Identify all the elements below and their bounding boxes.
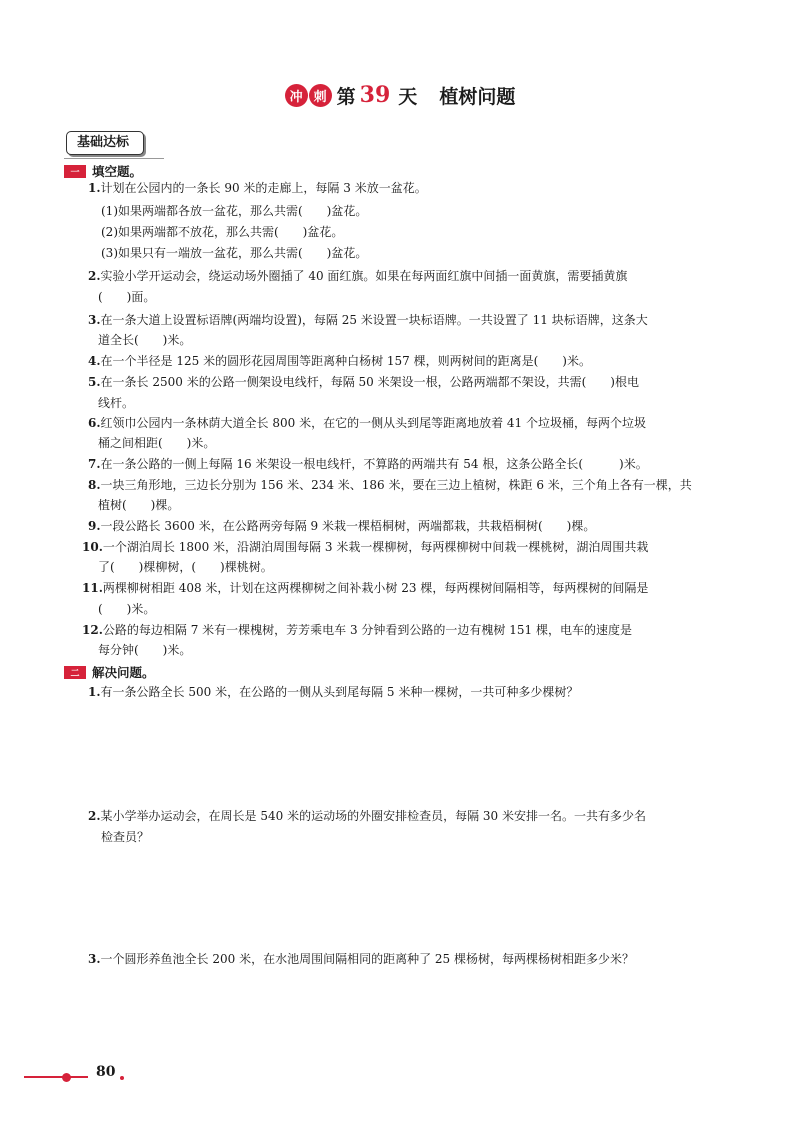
page-number-dot [120, 1076, 124, 1080]
question-10 [82, 539, 648, 555]
question-number: 7. [88, 457, 101, 471]
question-text: 在一条长 2500 米的公路一侧架设电线杆，每隔 50 米架设一根，公路两端都不架设，共需( )根电 [100, 375, 639, 389]
day-number: 39 [359, 82, 391, 108]
day-prefix: 第 [336, 85, 356, 108]
question-text: 两棵柳树相距 408 米，计划在这两棵柳树之间补栽小树 23 棵，每两棵树间隔相等，每两棵树的间隔是 [102, 581, 649, 595]
part-two-label: 解决问题。 [92, 665, 155, 680]
problem-text: 某小学举办运动会，在周长是 540 米的运动场的外圈安排检查员，每隔 30 米安排一名。一共有多少名 [100, 809, 646, 823]
question-6 [88, 415, 646, 431]
question-text: 公路的每边相隔 7 米有一棵槐树，芳芳乘电车 3 分钟看到公路的一边有槐树 151 棵，电车的速度是 [102, 623, 632, 637]
part-two-badge: 二 [64, 666, 86, 679]
problem-3 [88, 951, 634, 967]
badge-char-2: 刺 [309, 84, 332, 107]
question-1-sub-2: (2)如果两端都不放花，那么共需( )盆花。 [101, 225, 344, 239]
question-number: 2. [88, 269, 101, 283]
question-11 [82, 580, 648, 596]
problem-number: 2. [88, 809, 101, 823]
day-suffix: 天 [398, 85, 418, 108]
question-8-cont: 植树( )棵。 [98, 498, 180, 512]
question-12-cont: 每分钟( )米。 [98, 643, 192, 657]
question-1-sub-1: (1)如果两端都各放一盆花，那么共需( )盆花。 [101, 204, 368, 218]
topic-title: 植树问题 [439, 85, 516, 108]
question-text: 一块三角形地，三边长分别为 156 米、234 米、186 米，要在三边上植树，株距 6 米，三个角上各有一棵，共 [100, 478, 692, 492]
section-tab: 基础达标 [66, 131, 144, 155]
question-text: 实验小学开运动会，绕运动场外圈插了 40 面红旗。如果在每两面红旗中间插一面黄旗，需要插黄旗 [100, 269, 628, 283]
question-text: 在一个半径是 125 米的圆形花园周围等距离种白杨树 157 棵，则两树间的距离是( )米。 [100, 354, 591, 368]
question-number: 3. [88, 313, 101, 327]
question-11-cont: ( )米。 [98, 602, 156, 616]
question-10-cont: 了( )棵柳树，( )棵桃树。 [98, 560, 273, 574]
question-number: 12. [82, 623, 103, 637]
problem-text: 一个圆形养鱼池全长 200 米，在水池周围间隔相同的距离种了 25 棵杨树，每两棵杨树相距多少米？ [100, 952, 634, 966]
question-4 [88, 353, 591, 369]
page-number: 80 [96, 1064, 116, 1080]
question-2-cont: ( )面。 [98, 290, 156, 304]
section-divider [64, 158, 164, 159]
question-5 [88, 374, 639, 390]
question-text: 计划在公园内的一条长 90 米的走廊上，每隔 3 米放一盆花。 [100, 181, 427, 195]
question-9 [88, 518, 595, 534]
question-12 [82, 622, 632, 638]
question-number: 11. [82, 581, 103, 595]
part-one-label: 填空题。 [92, 164, 143, 179]
question-3 [88, 312, 648, 328]
part-one-header [64, 162, 142, 180]
problem-2 [88, 808, 646, 824]
question-3-cont: 道全长( )米。 [98, 333, 192, 347]
question-text: 在一条公路的一侧上每隔 16 米架设一根电线杆，不算路的两端共有 54 根，这条公路全长( )米。 [100, 457, 648, 471]
problem-text: 有一条公路全长 500 米，在公路的一侧从头到尾每隔 5 米种一棵树，一共可种多少棵树？ [100, 685, 579, 699]
question-text: 一个湖泊周长 1800 米，沿湖泊周围每隔 3 米栽一棵柳树，每两棵柳树中间栽一棵桃树，湖泊周围共栽 [102, 540, 649, 554]
question-1-sub-3: (3)如果只有一端放一盆花，那么共需( )盆花。 [101, 246, 368, 260]
page-title [0, 78, 800, 112]
question-2 [88, 268, 627, 284]
question-7 [88, 456, 648, 472]
footer-rule [24, 1076, 88, 1078]
problem-number: 3. [88, 952, 101, 966]
question-number: 1. [88, 181, 101, 195]
question-text: 在一条大道上设置标语牌(两端均设置)，每隔 25 米设置一块标语牌。一共设置了 11 块标语牌，这条大 [100, 313, 648, 327]
sprint-badge [285, 84, 333, 107]
question-text: 红领巾公园内一条林荫大道全长 800 米，在它的一侧从头到尾等距离地放着 41 个垃圾桶，每两个垃圾 [100, 416, 646, 430]
question-1 [88, 180, 427, 196]
badge-char-1: 冲 [285, 84, 308, 107]
question-number: 10. [82, 540, 103, 554]
question-text: 一段公路长 3600 米，在公路两旁每隔 9 米栽一棵梧桐树，两端都栽，共栽梧桐树( )棵。 [100, 519, 596, 533]
problem-2-cont: 检查员？ [101, 830, 150, 844]
part-two-header [64, 663, 155, 681]
question-number: 4. [88, 354, 101, 368]
question-number: 6. [88, 416, 101, 430]
question-6-cont: 桶之间相距( )米。 [98, 436, 216, 450]
question-5-cont: 线杆。 [98, 396, 135, 410]
part-one-badge: 一 [64, 165, 86, 178]
problem-1 [88, 684, 578, 700]
question-8 [88, 477, 692, 493]
question-number: 8. [88, 478, 101, 492]
footer-decoration [62, 1073, 71, 1082]
question-number: 9. [88, 519, 101, 533]
question-number: 5. [88, 375, 101, 389]
problem-number: 1. [88, 685, 101, 699]
